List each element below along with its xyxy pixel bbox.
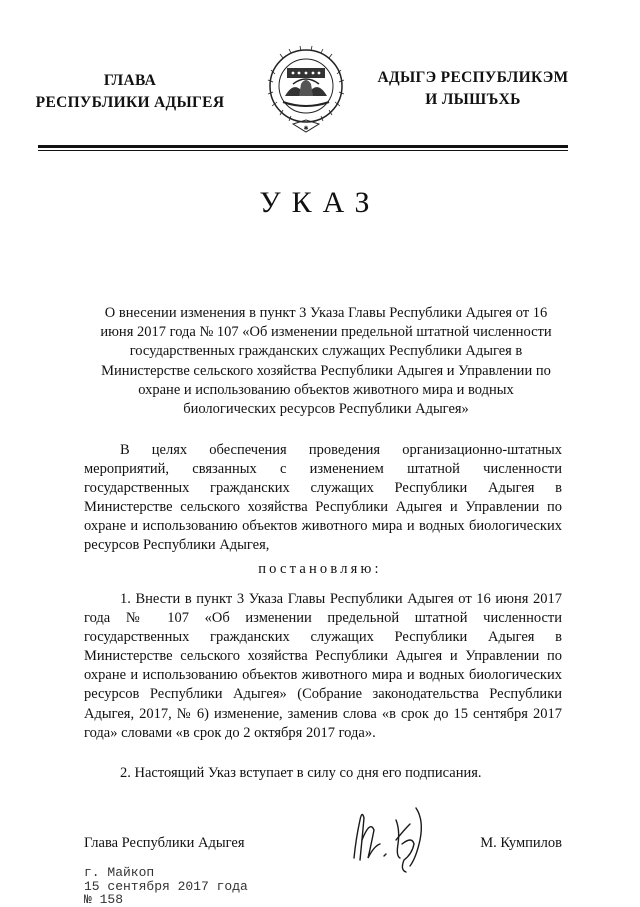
stamp-city: г. Майкоп [84,865,155,880]
preamble-paragraph: В целях обеспечения проведения организационно-штатных мероприятий, связанных с изменением штатной численности государственных гражданских служащих Республики Адыгея в Министерстве сельского хозяйства Республики Адыгея и Управлении по охране и использованию объектов животного мира и водных биологических ресурсов Республики Адыгея, [84,442,562,554]
header-left [30,70,230,114]
decree-item-1: 1. Внести в пункт 3 Указа Главы Республики Адыгея от 16 июня 2017 года № 107 «Об изменении предельной штатной численности государственных гражданских служащих Республики Адыгея в Министерстве сельского хозяйства Республики Адыгея и Управлении по охране и использованию объектов животного мира и водных биологических ресурсов Республики Адыгея» (Собрание законодательства Республики Адыгея, 2017, № 6) изменение, заменив слова «в срок до 15 сентября 2017 года» словами «в срок до 2 октября 2017 года». [84,591,562,741]
header-right-line1: АДЫГЭ РЕСПУБЛИКЭМ [377,69,569,86]
header-left-line1: ГЛАВА [103,72,157,89]
decree-item-2: 2. Настоящий Указ вступает в силу со дня его подписания. [120,765,482,781]
stamp-date: 15 сентября 2017 года [84,878,248,894]
header-rule-thin [38,150,568,151]
document-subject: О внесении изменения в пункт 3 Указа Главы Республики Адыгея от 16 июня 2017 года № 107 «Об изменении предельной штатной численности государственных гражданских служащих Республики Адыгея в Министерстве сельского хозяйства Республики Адыгея и Управлении по охране и использованию объектов животного мира и водных биологических ресурсов Республики Адыгея» [100,305,552,418]
stamp-number: № 158 [84,892,124,907]
registration-stamp [84,866,248,907]
header-rule-thick [38,145,568,148]
signatory-position: Глава Республики Адыгея [84,835,245,851]
adygea-coat-of-arms-icon [263,44,349,136]
document-title: УКАЗ [259,186,381,219]
header-right [368,67,578,111]
svg-text:✱: ✱ [303,125,309,132]
header-right-line2: И ЛЫШЪХЬ [425,91,521,108]
handwritten-signature-icon [340,800,440,880]
signatory-name: М. Кумпилов [480,835,562,851]
decree-word: постановляю: [258,561,382,577]
header-left-line2: РЕСПУБЛИКИ АДЫГЕЯ [35,94,225,111]
